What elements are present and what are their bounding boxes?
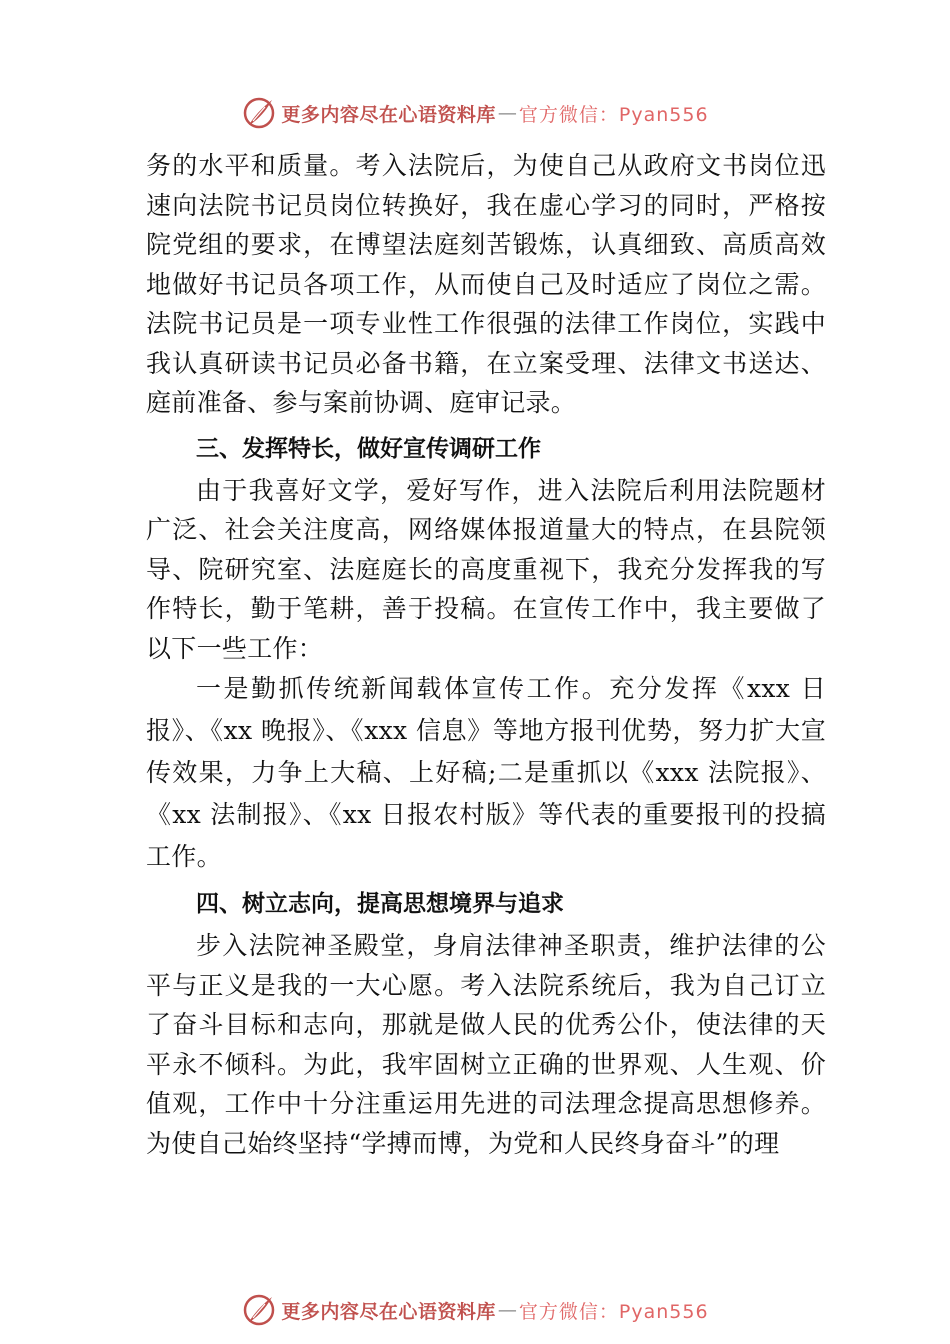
paragraph-1: 务的水平和质量。考入法院后，为使自己从政府文书岗位迅速向法院书记员岗位转换好，我在虚心学习的同时，严格按院党组的要求，在博望法庭刻苦锻炼，认真细致、高质高效地做好书记员各项工作，从而使自己及时适应了岗位之需。 法院书记员是一项专业性工作很强的法律工作岗位，实践中我认真研读书记员必备书籍，在立案受理、法律文书送达、 庭前准备、参与案前协调、庭审记录。 (146, 151, 826, 417)
paragraph-3: 一是勤抓传统新闻载体宣传工作。充分发挥《xxx 日报》、《xx 晚报》、《xxx 信息》等地方报刊优势，努力扩大宣传效果，力争上大稿、上好稿;二是重抓以《xxx 法院报》、《xx 法制报》、《xx 日报农村版》等代表的重要报刊的投搞工作。 (146, 674, 826, 871)
footer-contact: 官方微信：Pyan556 (518, 1300, 709, 1323)
footer-brand: 更多内容尽在心语资料库 (281, 1300, 496, 1323)
paragraph-4: 步入法院神圣殿堂，身肩法律神圣职责，维护法律的公平与正义是我的一大心愿。考入法院系统后，我为自己订立了奋斗目标和志向，那就是做人民的优秀公仆，使法律的天平永不倾科。为此，我牢固树立正确的世界观、人生观、价值观，工作中十分注重运用先进的司法理念提高思想修养。 为使自己始终坚持“学搏而博，为党和人民终身奋斗”的理 (146, 931, 826, 1158)
footer-dash: — (497, 1299, 517, 1321)
banner-dash: — (497, 102, 517, 124)
header-watermark-banner (0, 93, 950, 133)
quill-circle-logo-icon (241, 1292, 277, 1328)
footer-watermark-banner (0, 1290, 950, 1330)
banner-contact: 官方微信：Pyan556 (518, 103, 709, 126)
document-body (146, 146, 826, 1163)
section-heading-4: 四、树立志向，提高思想境界与追求 (196, 891, 564, 917)
paragraph-2: 由于我喜好文学，爱好写作，进入法院后利用法院题材广泛、社会关注度高，网络媒体报道量大的特点，在县院领导、院研究室、法庭庭长的高度重视下，我充分发挥我的写作特长，勤于笔耕，善于投稿。在宣传工作中，我主要做了以下一些工作： (146, 475, 826, 663)
banner-brand: 更多内容尽在心语资料库 (281, 103, 496, 126)
quill-circle-logo-icon (241, 95, 277, 131)
section-heading-3: 三、发挥特长，做好宣传调研工作 (196, 435, 541, 462)
